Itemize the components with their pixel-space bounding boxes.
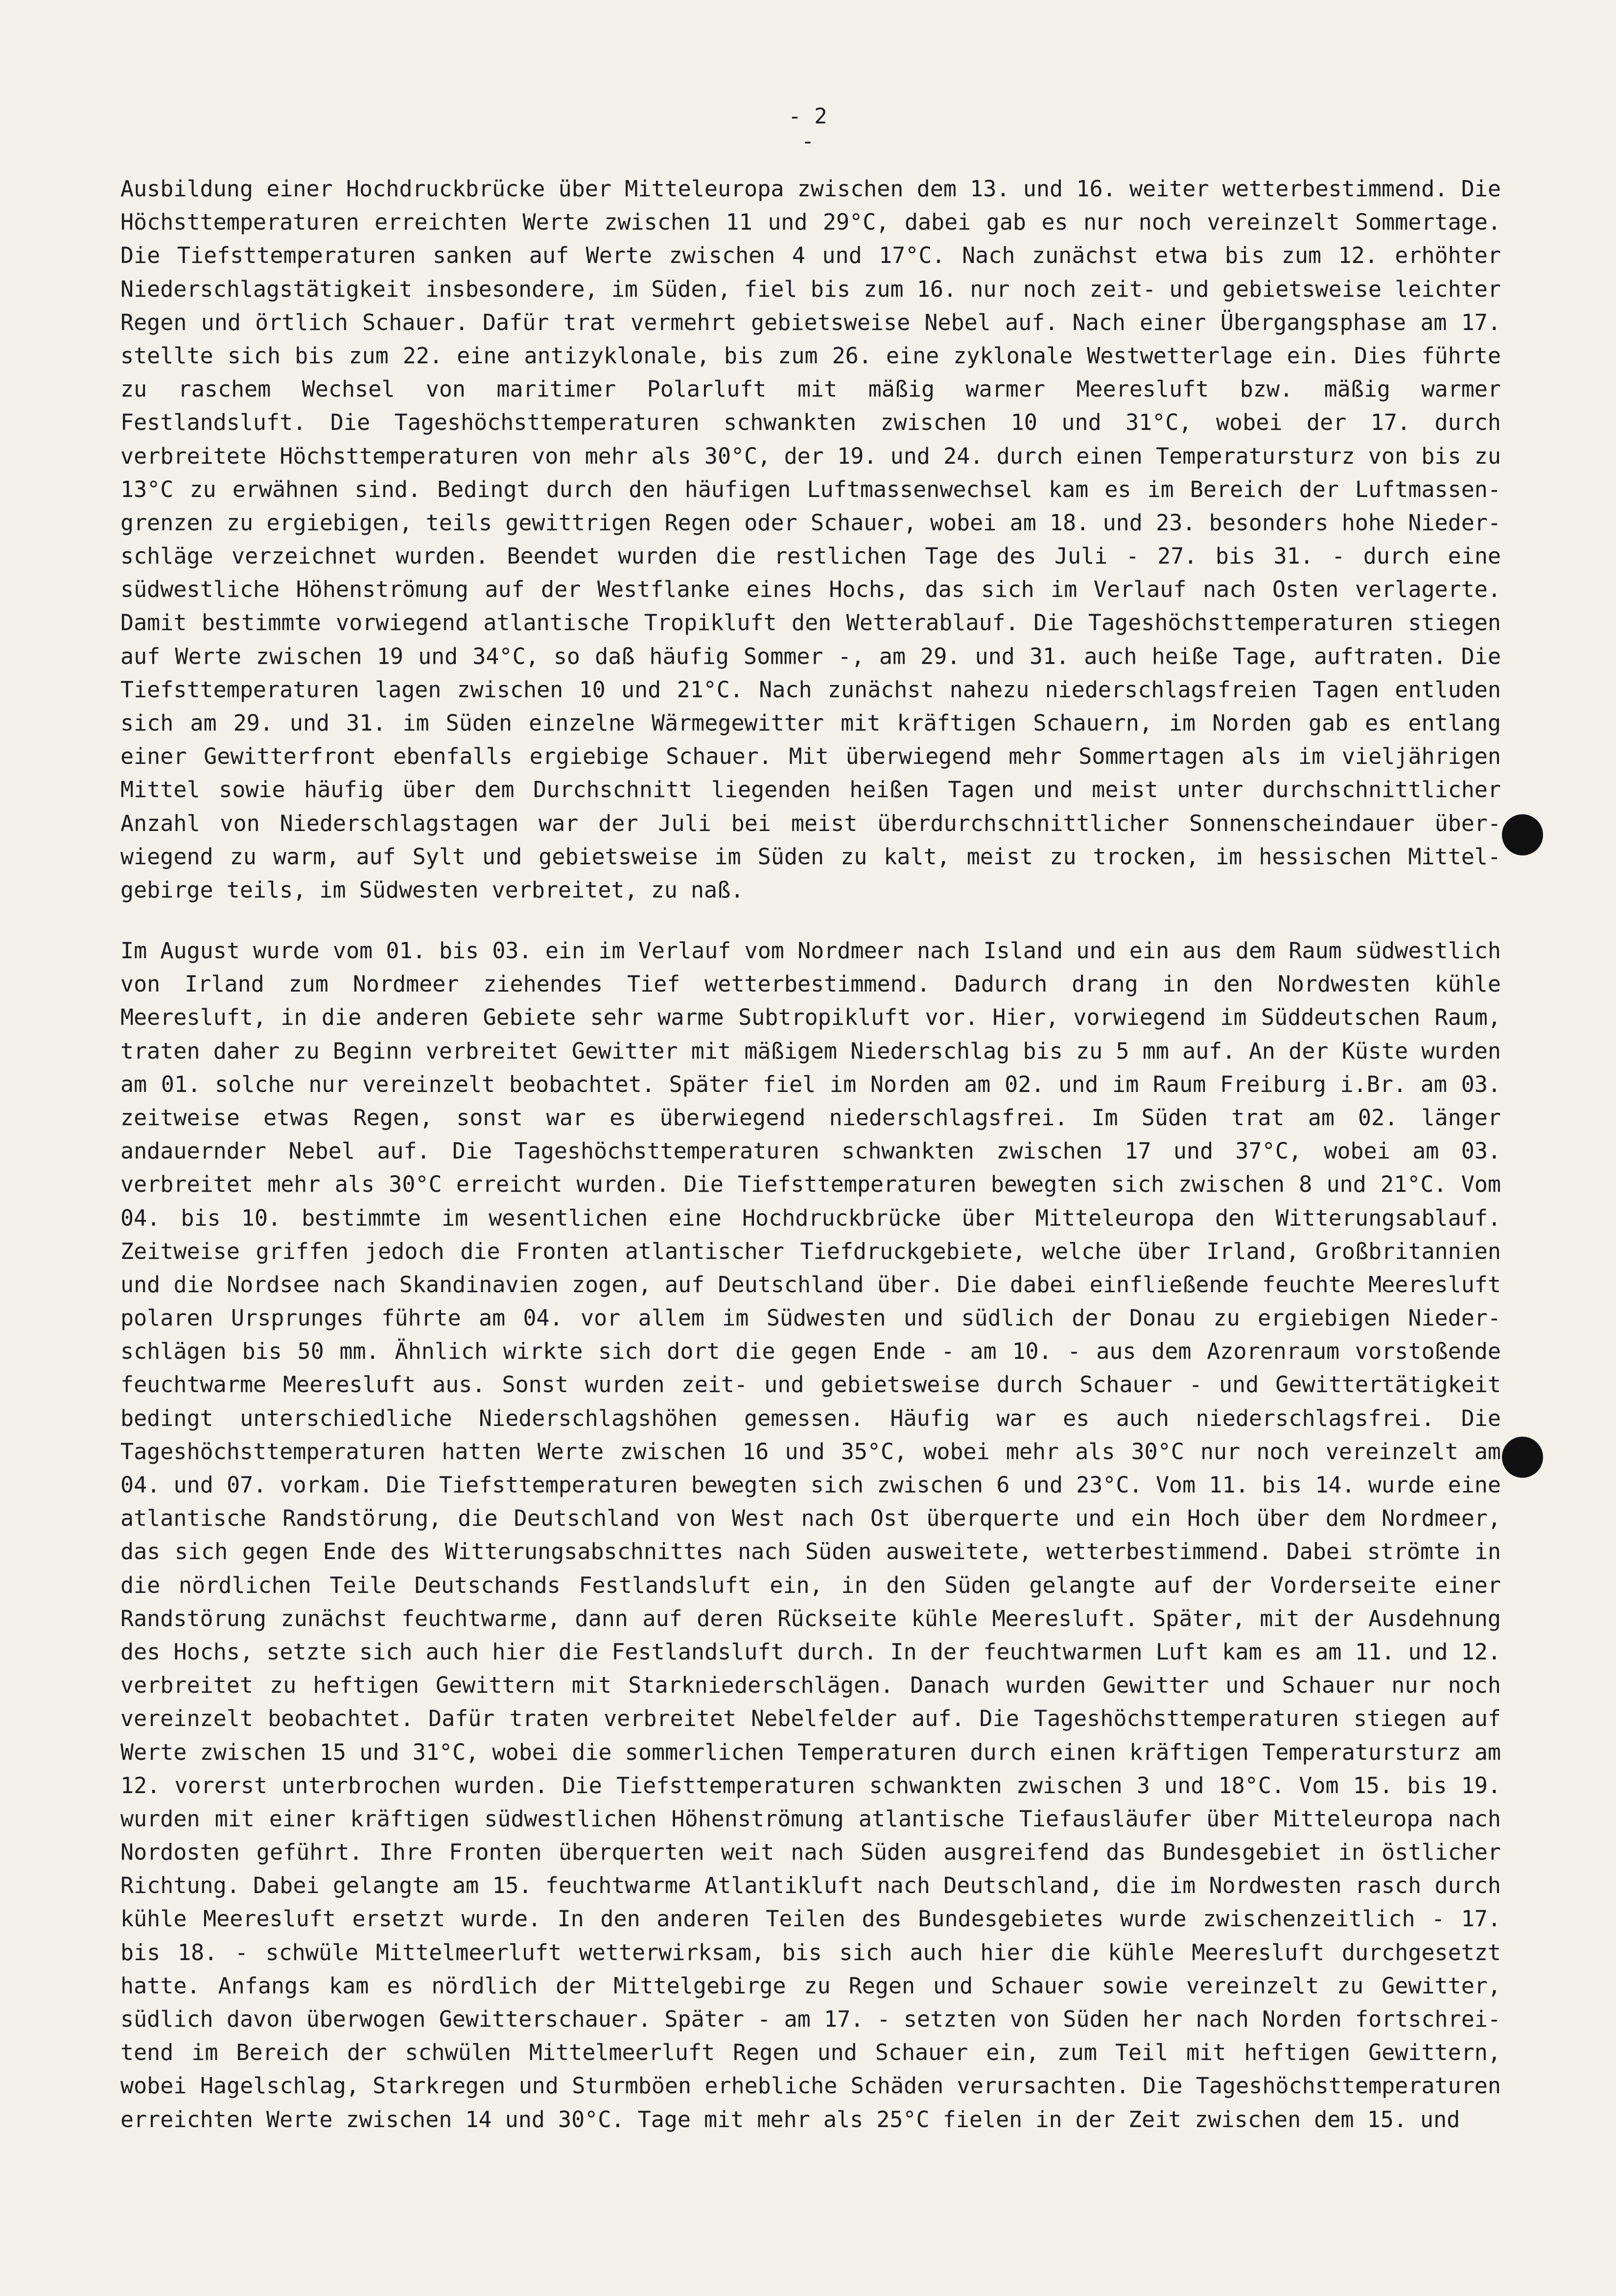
- text-line: Meeresluft, in die anderen Gebiete sehr warme Subtropikluft vor. Hier, vorwiegend im Süddeutschen Raum,: [120, 1004, 1501, 1031]
- text-line: von Irland zum Nordmeer ziehendes Tief wetterbestimmend. Dadurch drang in den Nordwesten kühle: [120, 971, 1501, 997]
- paragraph-july: [120, 172, 1501, 907]
- text-line: 04. und 07. vorkam. Die Tiefsttemperaturen bewegten sich zwischen 6 und 23°C. Vom 11. bis 14. wurde eine: [120, 1472, 1501, 1498]
- text-line: zeitweise etwas Regen, sonst war es überwiegend niederschlagsfrei. Im Süden trat am 02. länger: [120, 1104, 1501, 1131]
- text-line: Zeitweise griffen jedoch die Fronten atlantischer Tiefdruckgebiete, welche über Irland, Großbritannien: [120, 1238, 1501, 1264]
- text-line: Tageshöchsttemperaturen hatten Werte zwischen 16 und 35°C, wobei mehr als 30°C nur noch vereinzelt am: [120, 1438, 1501, 1465]
- text-line: 12. vorerst unterbrochen wurden. Die Tiefsttemperaturen schwankten zwischen 3 und 18°C. Vom 15. bis 19.: [120, 1772, 1501, 1799]
- text-line: Anzahl von Niederschlagstagen war der Juli bei meist überdurchschnittlicher Sonnenscheindauer über-: [120, 810, 1501, 836]
- text-line: bis 18. - schwüle Mittelmeerluft wetterwirksam, bis sich auch hier die kühle Meeresluft durchgesetzt: [120, 1939, 1501, 1965]
- text-line: atlantische Randstörung, die Deutschland von West nach Ost überquerte und ein Hoch über dem Nordmeer,: [120, 1505, 1501, 1532]
- text-line: und die Nordsee nach Skandinavien zogen, auf Deutschland über. Die dabei einfließende feuchte Meeresluft: [120, 1271, 1501, 1298]
- text-line: Ausbildung einer Hochdruckbrücke über Mitteleuropa zwischen dem 13. und 16. weiter wetterbestimmend. Die: [120, 176, 1501, 202]
- text-line: auf Werte zwischen 19 und 34°C, so daß häufig Sommer -, am 29. und 31. auch heiße Tage, auftraten. Die: [120, 643, 1501, 669]
- text-line: südlich davon überwogen Gewitterschauer. Später - am 17. - setzten von Süden her nach Norden fortschrei-: [120, 2006, 1501, 2032]
- text-line: Damit bestimmte vorwiegend atlantische Tropikluft den Wetterablauf. Die Tageshöchsttemperaturen stiegen: [120, 610, 1501, 636]
- text-line: Randstörung zunächst feuchtwarme, dann auf deren Rückseite kühle Meeresluft. Später, mit der Ausdehnung: [120, 1605, 1501, 1632]
- text-line: Richtung. Dabei gelangte am 15. feuchtwarme Atlantikluft nach Deutschland, die im Nordwesten rasch durch: [120, 1872, 1501, 1899]
- text-line: 04. bis 10. bestimmte im wesentlichen eine Hochdruckbrücke über Mitteleuropa den Witterungsablauf.: [120, 1205, 1501, 1231]
- text-line: Nordosten geführt. Ihre Fronten überquerten weit nach Süden ausgreifend das Bundesgebiet in östlicher: [120, 1839, 1501, 1866]
- text-line: Festlandsluft. Die Tageshöchsttemperaturen schwankten zwischen 10 und 31°C, wobei der 17. durch: [120, 409, 1501, 436]
- text-line: einer Gewitterfront ebenfalls ergiebige Schauer. Mit überwiegend mehr Sommertagen als im vieljährigen: [120, 743, 1501, 770]
- text-line: wiegend zu warm, auf Sylt und gebietsweise im Süden zu kalt, meist zu trocken, im hessischen Mittel-: [120, 843, 1501, 870]
- text-line: bedingt unterschiedliche Niederschlagshöhen gemessen. Häufig war es auch niederschlagsfrei. Die: [120, 1405, 1501, 1431]
- text-line: Niederschlagstätigkeit insbesondere, im Süden, fiel bis zum 16. nur noch zeit- und gebietsweise leichter: [120, 276, 1501, 302]
- paragraph-august: [120, 934, 1501, 2136]
- text-line: schlägen bis 50 mm. Ähnlich wirkte sich dort die gegen Ende - am 10. - aus dem Azorenraum vorstoßende: [120, 1338, 1501, 1365]
- text-line: verbreitete Höchsttemperaturen von mehr als 30°C, der 19. und 24. durch einen Temperatursturz von bis zu: [120, 443, 1501, 469]
- punch-hole-mark: [1502, 1437, 1543, 1478]
- text-line: Höchsttemperaturen erreichten Werte zwischen 11 und 29°C, dabei gab es nur noch vereinzelt Sommertage.: [120, 209, 1501, 236]
- text-line: Tiefsttemperaturen lagen zwischen 10 und 21°C. Nach zunächst nahezu niederschlagsfreien Tagen entluden: [120, 676, 1501, 703]
- text-line: wurden mit einer kräftigen südwestlichen Höhenströmung atlantische Tiefausläufer über Mitteleuropa nach: [120, 1805, 1501, 1832]
- text-line: stellte sich bis zum 22. eine antizyklonale, bis zum 26. eine zyklonale Westwetterlage ein. Dies führte: [120, 342, 1501, 369]
- text-line: hatte. Anfangs kam es nördlich der Mittelgebirge zu Regen und Schauer sowie vereinzelt zu Gewitter,: [120, 1972, 1501, 1999]
- text-line: traten daher zu Beginn verbreitet Gewitter mit mäßigem Niederschlag bis zu 5 mm auf. An der Küste wurden: [120, 1038, 1501, 1064]
- text-line: polaren Ursprunges führte am 04. vor allem im Südwesten und südlich der Donau zu ergiebigen Nieder-: [120, 1305, 1501, 1331]
- text-line: zu raschem Wechsel von maritimer Polarluft mit mäßig warmer Meeresluft bzw. mäßig warmer: [120, 376, 1501, 402]
- text-line: verbreitet mehr als 30°C erreicht wurden. Die Tiefsttemperaturen bewegten sich zwischen 8 und 21°C. Vom: [120, 1171, 1501, 1198]
- text-line: am 01. solche nur vereinzelt beobachtet. Später fiel im Norden am 02. und im Raum Freiburg i.Br. am 03.: [120, 1071, 1501, 1097]
- text-line: kühle Meeresluft ersetzt wurde. In den anderen Teilen des Bundesgebietes wurde zwischenzeitlich - 17.: [120, 1906, 1501, 1932]
- text-line: gebirge teils, im Südwesten verbreitet, zu naß.: [120, 876, 744, 903]
- text-line: die nördlichen Teile Deutschands Festlandsluft ein, in den Süden gelangte auf der Vorderseite einer: [120, 1572, 1501, 1598]
- text-line: grenzen zu ergiebigen, teils gewittrigen Regen oder Schauer, wobei am 18. und 23. besonders hohe Nieder-: [120, 509, 1501, 536]
- text-line: schläge verzeichnet wurden. Beendet wurden die restlichen Tage des Juli - 27. bis 31. - durch eine: [120, 543, 1501, 569]
- text-line: das sich gegen Ende des Witterungsabschnittes nach Süden ausweitete, wetterbestimmend. Dabei strömte in: [120, 1539, 1501, 1565]
- text-line: Die Tiefsttemperaturen sanken auf Werte zwischen 4 und 17°C. Nach zunächst etwa bis zum 12. erhöhter: [120, 242, 1501, 269]
- text-line: tend im Bereich der schwülen Mittelmeerluft Regen und Schauer ein, zum Teil mit heftigen Gewittern,: [120, 2039, 1501, 2066]
- text-line: sich am 29. und 31. im Süden einzelne Wärmegewitter mit kräftigen Schauern, im Norden gab es entlang: [120, 710, 1501, 736]
- text-line: Regen und örtlich Schauer. Dafür trat vermehrt gebietsweise Nebel auf. Nach einer Übergangsphase am 17.: [120, 309, 1501, 335]
- page-number: - 2 -: [788, 104, 827, 154]
- text-line: verbreitet zu heftigen Gewittern mit Starkniederschlägen. Danach wurden Gewitter und Schauer nur noch: [120, 1672, 1501, 1699]
- text-line: Werte zwischen 15 und 31°C, wobei die sommerlichen Temperaturen durch einen kräftigen Temperatursturz am: [120, 1739, 1501, 1765]
- text-line: des Hochs, setzte sich auch hier die Festlandsluft durch. In der feuchtwarmen Luft kam es am 11. und 12.: [120, 1638, 1501, 1665]
- text-line: Mittel sowie häufig über dem Durchschnitt liegenden heißen Tagen und meist unter durchschnittlicher: [120, 777, 1501, 803]
- text-line: erreichten Werte zwischen 14 und 30°C. Tage mit mehr als 25°C fielen in der Zeit zwischen dem 15. und: [120, 2106, 1460, 2132]
- text-line: wobei Hagelschlag, Starkregen und Sturmböen erhebliche Schäden verursachten. Die Tageshöchsttemperaturen: [120, 2073, 1501, 2099]
- text-line: andauernder Nebel auf. Die Tageshöchsttemperaturen schwankten zwischen 17 und 37°C, wobei am 03.: [120, 1138, 1501, 1164]
- text-line: 13°C zu erwähnen sind. Bedingt durch den häufigen Luftmassenwechsel kam es im Bereich der Luftmassen-: [120, 476, 1501, 502]
- text-line: vereinzelt beobachtet. Dafür traten verbreitet Nebelfelder auf. Die Tageshöchsttemperaturen stiegen auf: [120, 1705, 1501, 1732]
- text-line: Im August wurde vom 01. bis 03. ein im Verlauf vom Nordmeer nach Island und ein aus dem Raum südwestlich: [120, 938, 1501, 964]
- text-line: feuchtwarme Meeresluft aus. Sonst wurden zeit- und gebietsweise durch Schauer - und Gewittertätigkeit: [120, 1372, 1501, 1398]
- text-line: südwestliche Höhenströmung auf der Westflanke eines Hochs, das sich im Verlauf nach Osten verlagerte.: [120, 576, 1501, 603]
- punch-hole-mark: [1502, 814, 1543, 855]
